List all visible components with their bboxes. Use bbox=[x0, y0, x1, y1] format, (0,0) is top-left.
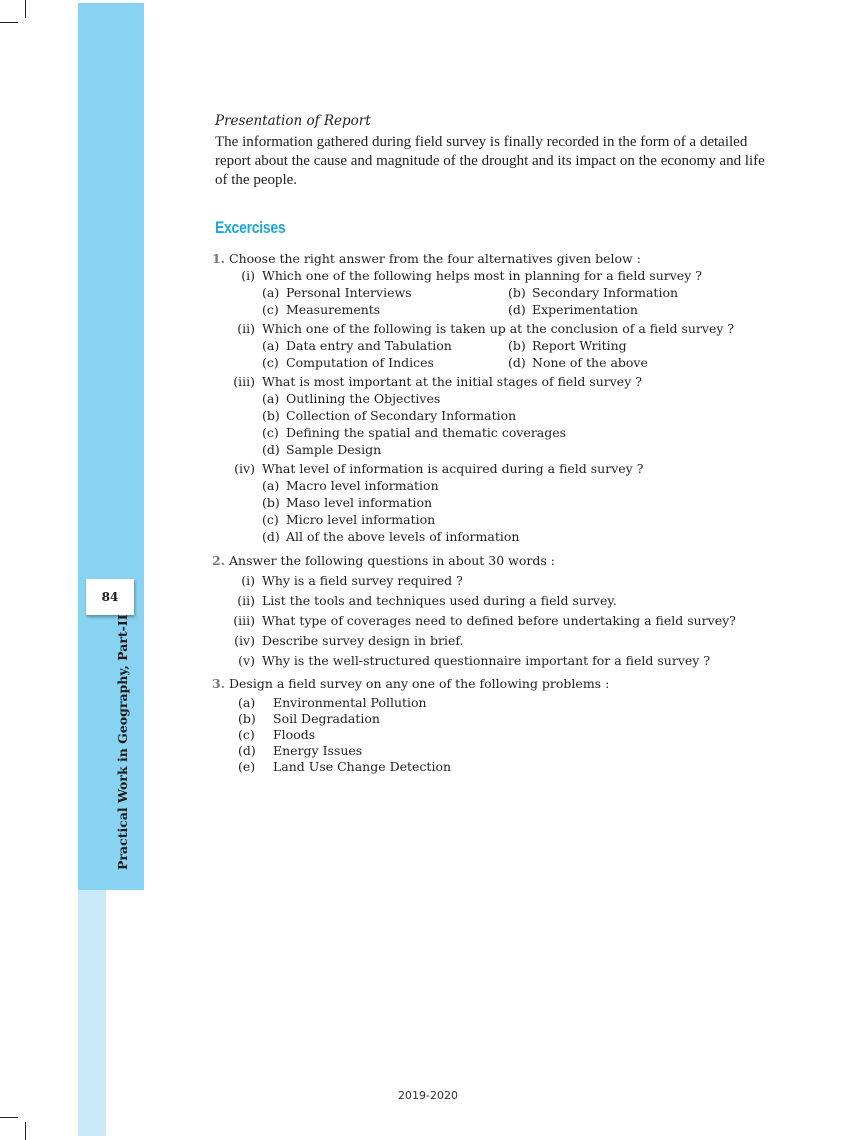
sub-question-number: (i) bbox=[241, 268, 255, 283]
sub-question-number: (ii) bbox=[237, 321, 255, 336]
sub-question-number: (iv) bbox=[234, 633, 255, 648]
option: (b) Soil Degradation bbox=[238, 711, 380, 726]
option: (d) None of the above bbox=[508, 355, 648, 370]
sub-question-text: Why is the well-structured questionnaire important for a field survey ? bbox=[262, 653, 711, 668]
option: (c) Floods bbox=[238, 727, 316, 742]
sub-question-text: Why is a field survey required ? bbox=[262, 573, 463, 588]
option: (b) Collection of Secondary Information bbox=[262, 408, 517, 423]
exercises-heading: Excercises bbox=[215, 218, 286, 237]
option: (c) Micro level information bbox=[262, 512, 436, 527]
sub-question-text: What type of coverages need to defined before undertaking a field survey? bbox=[262, 613, 736, 628]
sub-question-text: What is most important at the initial stages of field survey ? bbox=[262, 374, 642, 389]
question-number: 1. bbox=[211, 251, 225, 266]
sub-question-number: (iv) bbox=[234, 461, 255, 476]
question-number: 3. bbox=[211, 676, 225, 691]
option: (a) Macro level information bbox=[262, 478, 439, 493]
question-1 bbox=[207, 250, 775, 545]
option-list bbox=[207, 390, 775, 458]
sub-question-number: (ii) bbox=[237, 593, 255, 608]
sub-question bbox=[207, 460, 775, 477]
sub-question-number: (iii) bbox=[233, 613, 255, 628]
crop-mark bbox=[0, 22, 18, 23]
sub-question bbox=[207, 592, 775, 609]
option: (b) Maso level information bbox=[262, 495, 433, 510]
option-grid bbox=[207, 337, 775, 371]
option: (a) Environmental Pollution bbox=[238, 695, 427, 710]
sub-question bbox=[207, 267, 775, 284]
question-text: Design a field survey on any one of the following problems : bbox=[229, 676, 610, 691]
option: (d) Experimentation bbox=[508, 302, 638, 317]
sub-question-text: Which one of the following is taken up at the conclusion of a field survey ? bbox=[262, 321, 735, 336]
sub-question-text: Describe survey design in brief. bbox=[262, 633, 464, 648]
option: (c) Measurements bbox=[262, 302, 381, 317]
question-3 bbox=[207, 675, 775, 775]
option: (d) Energy Issues bbox=[238, 743, 363, 758]
crop-mark bbox=[25, 1122, 26, 1140]
page-number: 84 bbox=[86, 579, 134, 615]
sub-question-number: (v) bbox=[238, 653, 255, 668]
option-list bbox=[207, 695, 775, 775]
question-number: 2. bbox=[211, 553, 225, 568]
sub-question-text: What level of information is acquired during a field survey ? bbox=[262, 461, 644, 476]
section-title: Presentation of Report bbox=[215, 113, 371, 129]
option-list bbox=[207, 477, 775, 545]
sidebar-band bbox=[78, 3, 144, 890]
question-text: Answer the following questions in about 30 words : bbox=[229, 553, 555, 568]
sub-question bbox=[207, 632, 775, 649]
sub-question bbox=[207, 652, 775, 669]
sub-question bbox=[207, 572, 775, 589]
page-content bbox=[211, 113, 775, 775]
option: (b) Report Writing bbox=[508, 338, 627, 353]
sub-question-number: (iii) bbox=[233, 374, 255, 389]
crop-mark bbox=[0, 1117, 18, 1118]
option: (d) All of the above levels of information bbox=[262, 529, 520, 544]
option: (b) Secondary Information bbox=[508, 285, 679, 300]
sub-question-text: Which one of the following helps most in planning for a field survey ? bbox=[262, 268, 702, 283]
option: (a) Outlining the Objectives bbox=[262, 391, 441, 406]
sub-question bbox=[207, 612, 775, 629]
book-title: Practical Work in Geography, Part-II bbox=[115, 614, 130, 870]
sub-question-number: (i) bbox=[241, 573, 255, 588]
option: (c) Computation of Indices bbox=[262, 355, 434, 370]
sub-question bbox=[207, 373, 775, 390]
option: (d) Sample Design bbox=[262, 442, 382, 457]
option: (a) Personal Interviews bbox=[262, 285, 412, 300]
question-2 bbox=[207, 552, 775, 669]
sub-question-text: List the tools and techniques used during a field survey. bbox=[262, 593, 617, 608]
sub-question bbox=[207, 320, 775, 337]
option: (e) Land Use Change Detection bbox=[238, 759, 452, 774]
option: (c) Defining the spatial and thematic coverages bbox=[262, 425, 567, 440]
option-grid bbox=[207, 284, 775, 318]
option: (a) Data entry and Tabulation bbox=[262, 338, 452, 353]
footer-year: 2019-2020 bbox=[398, 1089, 458, 1102]
crop-mark bbox=[25, 0, 26, 18]
question-text: Choose the right answer from the four alternatives given below : bbox=[229, 251, 641, 266]
report-paragraph: The information gathered during field survey is finally recorded in the form of a detailed report about the cause and magnitude of the drought and its impact on the economy and life of the people. bbox=[215, 134, 765, 188]
